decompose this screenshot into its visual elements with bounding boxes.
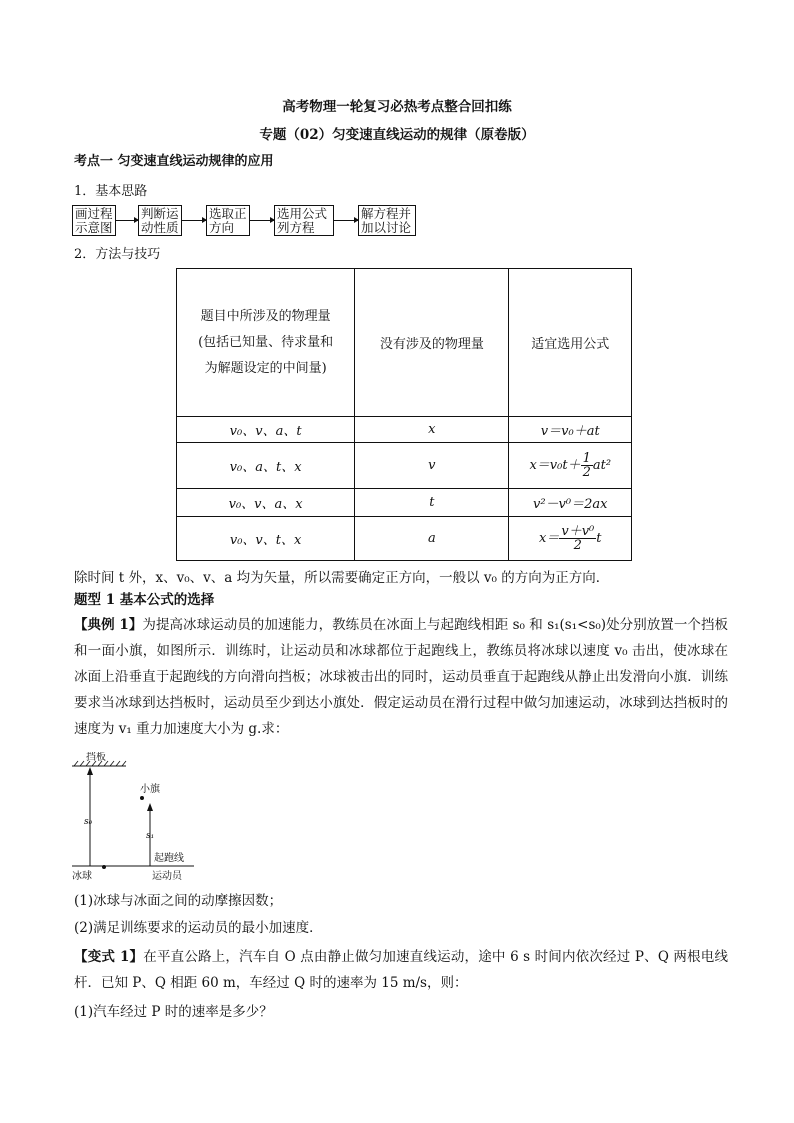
puck-label: 冰球 <box>72 871 92 882</box>
row-formula: v²－v⁰＝2ax <box>509 489 632 517</box>
flag-dot-icon <box>140 796 144 800</box>
table-row <box>177 417 632 443</box>
table-header-row <box>177 269 632 417</box>
header-missing: 没有涉及的物理量 <box>355 269 509 417</box>
row-formula: x＝v₀t＋ $\frac{1}{2}$ at² <box>509 443 632 489</box>
flow-step-5: 解方程并 加以讨论 <box>358 205 416 236</box>
table-row <box>177 443 632 489</box>
athlete-label: 运动员 <box>152 871 182 882</box>
arrow-up-icon <box>147 803 153 811</box>
flow-step-1: 画过程 示意图 <box>72 205 116 236</box>
section-basic-approach: 1．基本思路 <box>74 184 148 199</box>
table-row <box>177 489 632 517</box>
kaodian-heading: 考点一 匀变速直线运动规律的应用 <box>74 154 274 169</box>
flow-arrow-icon <box>250 220 274 221</box>
row-given: v₀、v、a、t <box>177 417 355 443</box>
table-row <box>177 517 632 561</box>
variant-1 <box>74 944 728 996</box>
topic-heading: 题型 1 基本公式的选择 <box>74 592 215 608</box>
row-missing: t <box>355 489 509 517</box>
flag-label: 小旗 <box>140 784 160 795</box>
puck-dot-icon <box>102 865 106 869</box>
row-missing: a <box>355 517 509 561</box>
flow-arrow-icon <box>116 220 138 221</box>
s0-label: s₀ <box>84 817 93 827</box>
flow-step-4: 选用公式 列方程 <box>274 205 334 236</box>
example-tag: 【典例 1】 <box>74 617 143 633</box>
fraction: $\frac{1}{2}$ <box>582 451 591 480</box>
flow-step-2: 判断运 动性质 <box>138 205 182 236</box>
variant-tag: 【变式 1】 <box>74 949 144 965</box>
question-1: (1)冰球与冰面之间的动摩擦因数； <box>74 893 283 909</box>
question-3: (1)汽车经过 P 时的速率是多少？ <box>74 1004 273 1020</box>
fraction: $\frac{\text{v＋v⁰}}{2}$ <box>561 524 595 553</box>
baffle-label: 挡板 <box>86 752 106 763</box>
ice-hockey-figure <box>66 752 206 886</box>
document-title: 高考物理一轮复习必热考点整合回扣练 <box>282 99 512 115</box>
section-methods: 2．方法与技巧 <box>74 247 161 262</box>
example-1 <box>74 612 728 742</box>
question-2: (2)满足训练要求的运动员的最小加速度． <box>74 920 323 936</box>
row-given: v₀、v、t、x <box>177 517 355 561</box>
arrow-up-icon <box>87 767 93 775</box>
startline-label: 起跑线 <box>154 853 184 864</box>
vector-note: 除时间 t 外，x、v₀、v、a 均为矢量，所以需要确定正方向，一般以 v₀ 的方向为正方向． <box>74 570 610 586</box>
row-given: v₀、a、t、x <box>177 443 355 489</box>
flow-arrow-icon <box>334 220 358 221</box>
flow-step-3: 选取正 方向 <box>206 205 250 236</box>
example-text: 为提高冰球运动员的加速能力，教练员在冰面上与起跑线相距 s₀ 和 s₁(s₁<s₀)处分别放置一个挡板和一面小旗，如图所示．训练时，让运动员和冰球都位于起跑线上，教练员将冰球以速度 v₀ 击出，使冰球在冰面上沿垂直于起跑线的方向滑向挡板；冰球被击出的同时，运动员垂直于起跑线从静止出发滑向小旗．训练要求当冰球到达挡板时，运动员至少到达小旗处．假定运动员在滑行过程中做匀加速运动，冰球到达挡板时的速度为 v₁ 重力加速度大小为 g.求： <box>74 617 729 737</box>
row-formula: v＝v₀＋at <box>509 417 632 443</box>
row-formula: x＝ $\frac{\text{v＋v⁰}}{2}$ t <box>509 517 632 561</box>
row-missing: v <box>355 443 509 489</box>
header-given: 题目中所涉及的物理量 (包括已知量、待求量和 为解题设定的中间量) <box>177 269 355 417</box>
s1-label: s₁ <box>146 831 155 841</box>
flow-arrow-icon <box>182 220 206 221</box>
document-subtitle: 专题（02）匀变速直线运动的规律（原卷版） <box>259 127 535 143</box>
row-given: v₀、v、a、x <box>177 489 355 517</box>
variant-text: 在平直公路上，汽车自 O 点由静止做匀加速直线运动，途中 6 s 时间内依次经过 P、Q 两根电线杆．已知 P、Q 相距 60 m，车经过 Q 时的速率为 15 m/s，则： <box>74 949 728 991</box>
header-formula: 适宜选用公式 <box>509 269 632 417</box>
row-missing: x <box>355 417 509 443</box>
formula-table <box>176 268 632 561</box>
